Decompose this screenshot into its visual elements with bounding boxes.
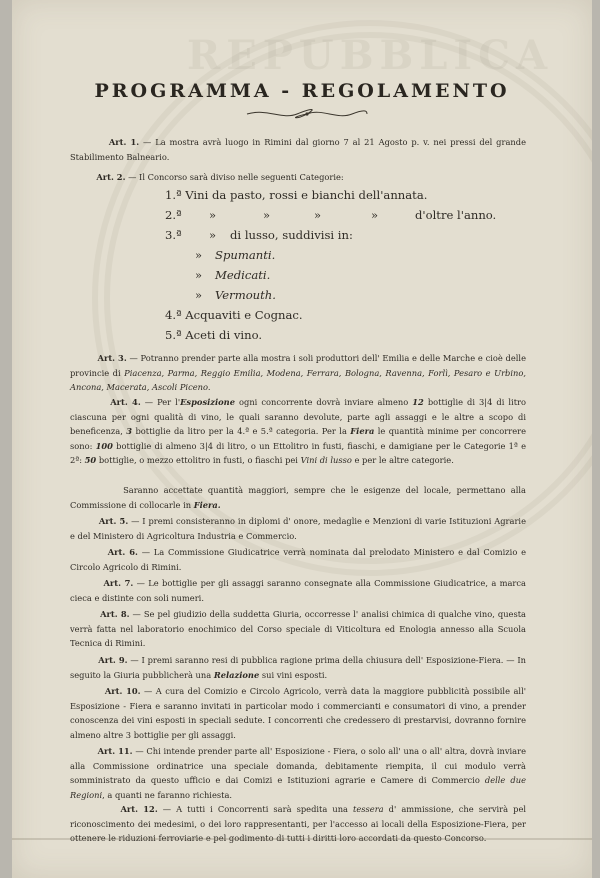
subcategory-3-ditto: »: [195, 288, 203, 302]
category-2-ditto-1: »: [209, 208, 217, 222]
article-4-text-2: ogni concorrente dovrà inviare almeno: [234, 397, 413, 407]
article-12-text-end: d' ammissione, che servirà pel riconoscimento dei medesimi, o dei loro rappresentanti, per l'accesso ai locali della Esposizione-Fiera, per ottenere le riduzioni ferroviarie e pel godimento di tutti i diritti loro accordati da questo Concorso.: [70, 804, 527, 844]
article-3-provinces: Piacenza, Parma, Reggio Emilia, Modena, Ferrara, Bologna, Ravenna, Forlì, Pesaro e Urbino, Ancona, Macerata, Ascoli Piceno.: [70, 367, 526, 393]
subcategory-1-ditto: »: [195, 248, 203, 262]
article-5: [70, 514, 526, 543]
article-4-text-1: — Per l': [140, 397, 181, 407]
article-12: [70, 802, 526, 846]
article-5-text: — I premi consisteranno in diplomi d' onore, medaglie e Menzioni di varie Istituzioni Agrarie e del Ministero di Agricoltura Industria e Commercio.: [70, 516, 527, 541]
article-6: [70, 545, 526, 574]
article-9-text-end: sui vini esposti.: [259, 669, 328, 680]
article-4-qty-50: 50: [84, 455, 97, 466]
article-10-text: — A cura del Comizio e Circolo Agricolo, verrà data la maggiore pubblicità possibile all' Esposizione - Fiera e saranno invitati in particolar modo i commercianti e consumatori di vino, a prender conoscenza dei vini esposti in speciali sedute. I concorrenti che credessero di prestarvisi, dovranno fornire almeno altre 3 bottiglie per gli assaggi.: [70, 686, 527, 740]
article-7: [70, 576, 526, 605]
article-8-text: — Se pel giudizio della suddetta Giuria, occorresse l' analisi chimica di qualche vino, questa verrà fatta nel laboratorio enochimico del Corso speciale di Viticoltura ed Enologia annesso alla Scuola Tecnica di Rimini.: [70, 609, 526, 649]
article-9-relazione: Relazione: [213, 669, 260, 680]
article-1-text: — La mostra avrà luogo in Rimini dal giorno 7 al 21 Agosto p. v. nei pressi del grande Stabilimento Balneario.: [70, 137, 526, 162]
title-flourish-icon: [242, 108, 372, 120]
category-3-text: di lusso, suddivisi in:: [230, 228, 353, 242]
article-4-text-8: e per le altre categorie.: [351, 455, 454, 466]
article-3: [70, 351, 526, 395]
article-12-text: — A tutti i Concorrenti sarà spedita una: [157, 804, 354, 814]
article-2-text: — Il Concorso sarà diviso nelle seguenti Categorie:: [125, 172, 344, 182]
article-3-label: Art. 3.: [97, 353, 127, 363]
article-4-text-3: bottiglie di 3|4 di litro ciascuna per ogni qualità di vino, le quali saranno devolute, parte agli assaggi e le altre a scopo di beneficenza,: [70, 397, 526, 437]
article-4-vini-lusso: Vini di lusso: [300, 455, 352, 466]
category-1: 1.ª Vini da pasto, rossi e bianchi dell'annata.: [165, 188, 428, 202]
article-4-fiera: Fiera: [350, 426, 375, 437]
article-1: [70, 135, 526, 164]
category-5: 5.ª Aceti di vino.: [165, 328, 263, 342]
article-11-regioni: delle due Regioni: [70, 775, 526, 800]
article-3-text: — Potranno prender parte alla mostra i soli produttori dell' Emilia e delle Marche e cioè delle provincie di: [70, 353, 526, 378]
article-10-label: Art. 10.: [104, 686, 141, 696]
category-3-ditto: »: [209, 228, 217, 242]
article-7-label: Art. 7.: [103, 578, 134, 588]
page-title: PROGRAMMA - REGOLAMENTO: [94, 80, 510, 102]
article-9: [70, 653, 526, 682]
category-4: 4.ª Acquaviti e Cognac.: [165, 308, 303, 322]
category-3-number: 3.ª: [165, 228, 182, 242]
article-10: [70, 684, 526, 742]
category-2-ditto-4: »: [371, 208, 379, 222]
article-11-text: — Chi intende prender parte all' Esposizione - Fiera, o solo all' una o all' altra, dovrà inviare alla Commissione ordinatrice una speciale domanda, debitamente riempita, il cui modulo verrà somministrato da questo ufficio e dai Comizi e Istituzioni agrarie e Camere di Commercio: [70, 746, 526, 786]
article-4-qty-12: 12: [412, 397, 424, 407]
article-4-continuation-text: Saranno accettate quantità maggiori, sempre che le esigenze del locale, permettano alla Commissione di collocarle in: [70, 485, 527, 510]
article-11-text-end: , a quanti ne faranno richiesta.: [102, 789, 233, 800]
article-4-label: Art. 4.: [110, 397, 141, 407]
article-12-tessera: tessera: [353, 804, 384, 814]
article-7-text: — Le bottiglie per gli assaggi saranno consegnate alla Commissione Giudicatrice, a marca cieca e distinte con soli numeri.: [70, 578, 526, 603]
article-4-esposizione: Esposizione: [180, 397, 235, 407]
category-2-ditto-2: »: [263, 208, 271, 222]
article-1-label: Art. 1.: [108, 137, 140, 147]
article-11: [70, 744, 526, 802]
article-9-label: Art. 9.: [98, 655, 128, 665]
article-8: [70, 607, 526, 651]
category-2-text: d'oltre l'anno.: [415, 208, 497, 222]
article-4-text-4: bottiglie da litro per la 4.ª e 5.ª categoria. Per la: [132, 426, 351, 437]
article-4-text-7: bottiglie, o mezzo ettolitro in fusti, o fiaschi pei: [96, 455, 301, 466]
article-2-label: Art. 2.: [96, 172, 126, 182]
article-5-label: Art. 5.: [98, 516, 129, 526]
article-4-continuation-fiera: Fiera.: [193, 499, 221, 510]
article-8-label: Art. 8.: [100, 609, 130, 619]
article-11-label: Art. 11.: [97, 746, 133, 756]
watermark-seal-text: REPUBBLICA: [187, 32, 554, 79]
category-2-ditto-3: »: [314, 208, 322, 222]
article-4: [70, 395, 526, 468]
subcategory-spumanti: Spumanti.: [215, 248, 276, 262]
article-12-label: Art. 12.: [120, 804, 158, 814]
article-4-text-5: le quantità minime per concorrere sono:: [70, 426, 526, 451]
article-4-qty-100: 100: [95, 440, 113, 451]
article-4-qty-3: 3: [126, 426, 133, 437]
article-6-text: — La Commissione Giudicatrice verrà nominata dal prelodato Ministero e dal Comizio e Circolo Agricolo di Rimini.: [70, 547, 526, 572]
article-6-label: Art. 6.: [107, 547, 138, 557]
article-9-text: — I premi saranno resi di pubblica ragione prima della chiusura dell' Esposizione-Fiera. — In seguito la Giuria pubblicherà una: [70, 655, 526, 680]
article-4-continuation: [70, 483, 526, 512]
subcategory-vermouth: Vermouth.: [215, 288, 276, 302]
subcategory-2-ditto: »: [195, 268, 203, 282]
article-2: [70, 170, 526, 185]
category-2-number: 2.ª: [165, 208, 182, 222]
document-page: [12, 0, 592, 878]
article-4-text-6: bottiglie di almeno 3|4 di litro, o un Ettolitro in fusti, fiaschi, e damigiane per le Categorie 1ª e 2ª:: [70, 440, 527, 466]
subcategory-medicati: Medicati.: [215, 268, 271, 282]
